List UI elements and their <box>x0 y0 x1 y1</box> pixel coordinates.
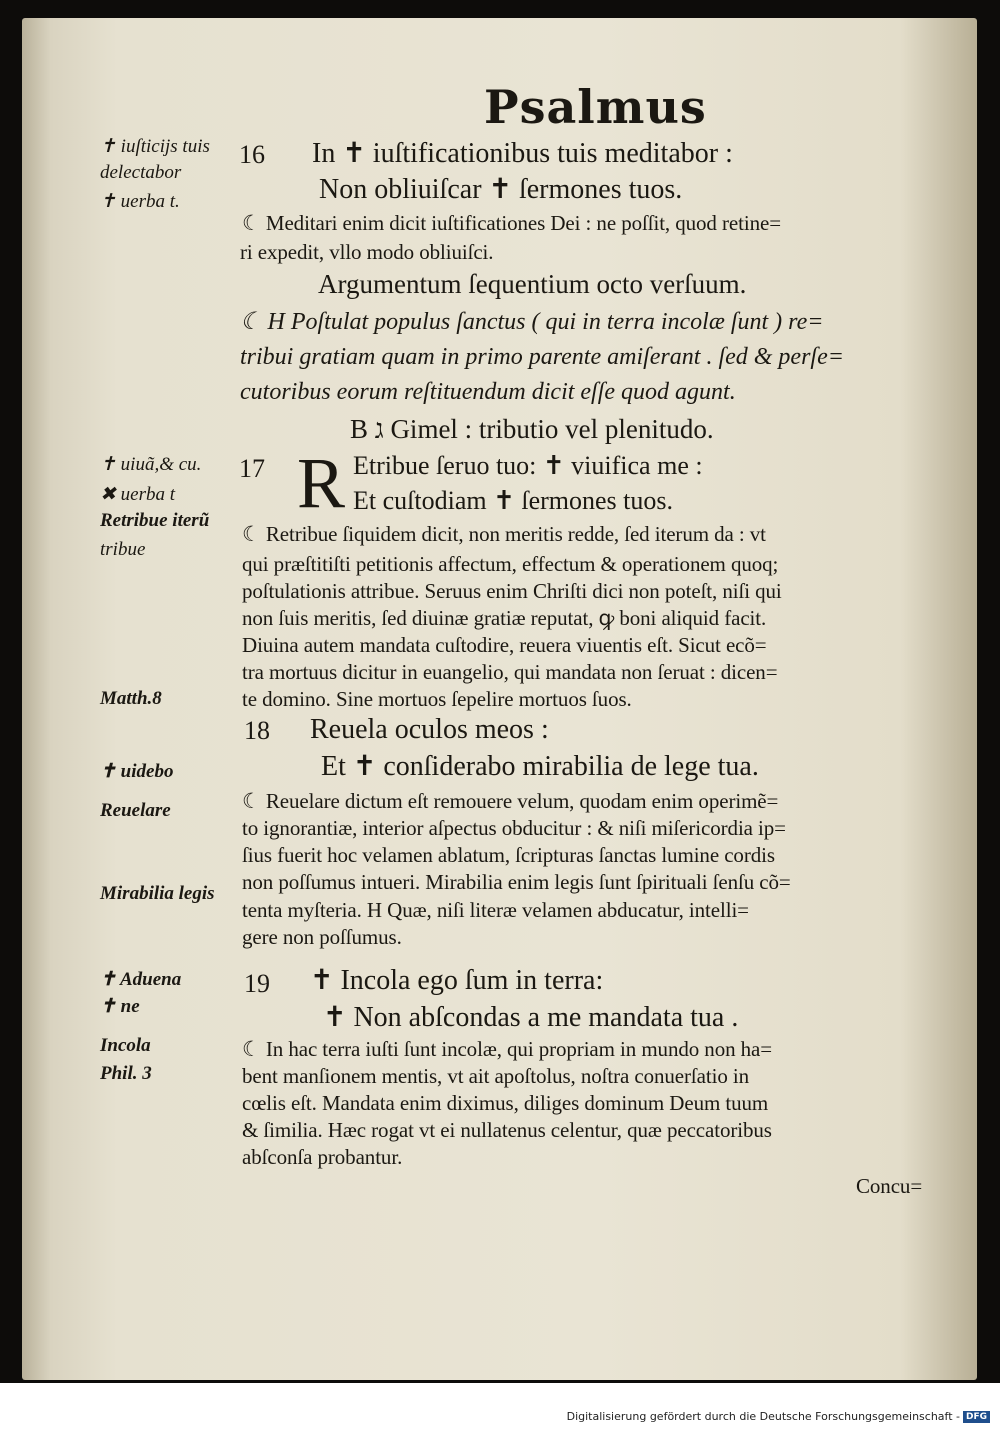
gloss-line: te domino. Sine mortuos ſepelire mortuos ſuos. <box>242 687 632 711</box>
verse-line: ✝ Non abſcondas a me mandata tua . <box>323 1002 739 1033</box>
gloss-line: abſconſa probantur. <box>242 1145 403 1169</box>
gloss-line: to ignorantiæ, interior aſpectus obducitur : & niſi miſericordia ip= <box>242 816 786 840</box>
margin-note: Retribue iterũ <box>100 510 210 531</box>
drop-capital: R <box>297 443 346 523</box>
verse-line: Reuela oculos meos : <box>310 714 549 745</box>
margin-note: ✝ ne <box>100 996 140 1017</box>
margin-note: Matth.8 <box>100 688 162 709</box>
margin-note: Mirabilia legis <box>100 883 215 904</box>
running-head: Psalmus <box>484 80 707 134</box>
margin-note: Phil. 3 <box>100 1063 152 1084</box>
margin-note: ✝ uidebo <box>100 761 174 782</box>
dfg-logo: DFG <box>963 1411 990 1423</box>
verse-number: 17 <box>239 454 265 483</box>
verse-line: Non obliuiſcar ✝ ſermones tuos. <box>319 174 683 205</box>
verse-line: Etribue ſeruo tuo: ✝ viuifica me : <box>353 451 703 480</box>
letter-heading: B ג Gimel : tributio vel plenitudo. <box>350 414 714 444</box>
digitization-footer <box>567 1410 990 1423</box>
verse-number: 16 <box>239 140 265 169</box>
argument-heading: Argumentum ſequentium octo verſuum. <box>318 269 747 299</box>
gloss-line: ☾ Reuelare dictum eſt remouere velum, quodam enim operimẽ= <box>242 789 779 813</box>
margin-note: ✝ uiuã,& cu. <box>100 454 202 475</box>
margin-note: delectabor <box>100 162 182 183</box>
gloss-line: ☾ Retribue ſiquidem dicit, non meritis redde, ſed iterum da : vt <box>242 522 766 546</box>
gloss-line: gere non poſſumus. <box>242 925 402 949</box>
gloss-line: non poſſumus intueri. Mirabilia enim legis ſunt ſpirituali ſenſu cõ= <box>242 870 791 894</box>
gloss-line: bent manſionem mentis, vt ait apoſtolus, noſtra conuerſatio in <box>242 1064 750 1088</box>
verse-line: Et ✝ conſiderabo mirabilia de lege tua. <box>321 751 759 782</box>
gloss-line: poſtulationis attribue. Seruus enim Chriſti dici non poteſt, niſi qui <box>242 579 782 603</box>
footer-text: Digitalisierung gefördert durch die Deutsche Forschungsgemeinschaft - <box>566 1410 960 1423</box>
margin-note: Incola <box>100 1035 151 1056</box>
margin-note: ✝ uerba t. <box>100 191 180 212</box>
gloss-line: cœlis eſt. Mandata enim diximus, diliges dominum Deum tuum <box>242 1091 769 1115</box>
argument-line: ☾ H Poſtulat populus ſanctus ( qui in terra incolæ ſunt ) re= <box>240 309 824 335</box>
gloss-line: ſius fuerit hoc velamen ablatum, ſcripturas ſanctas lumine cordis <box>242 843 775 867</box>
gloss-line: & ſimilia. Hæc rogat vt ei nullatenus celentur, quæ peccatoribus <box>242 1118 772 1142</box>
verse-number: 19 <box>244 969 270 998</box>
gloss-line: ri expedit, vllo modo obliuiſci. <box>240 240 494 264</box>
margin-note: Reuelare <box>100 800 171 821</box>
margin-note: ✖ uerba t <box>100 484 176 505</box>
catchword: Concu= <box>856 1174 923 1198</box>
gloss-line: tra mortuus dicitur in euangelio, qui mandata non ſeruat : dicen= <box>242 660 778 684</box>
argument-line: tribui gratiam quam in primo parente amiſerant . ſed & perſe= <box>240 344 844 370</box>
verse-line: ✝ Incola ego ſum in terra: <box>310 965 604 996</box>
gloss-line: ☾ In hac terra iuſti ſunt incolæ, qui propriam in mundo non ha= <box>242 1037 773 1061</box>
gloss-line: non ſuis meritis, ſed diuinæ gratiæ reputat, ꝙ boni aliquid facit. <box>242 606 767 630</box>
verse-line: Et cuſtodiam ✝ ſermones tuos. <box>353 486 674 515</box>
verse-number: 18 <box>244 716 270 745</box>
verse-line: In ✝ iuſtificationibus tuis meditabor : <box>312 138 733 169</box>
gloss-line: tenta myſteria. H Quæ, niſi literæ velamen abducatur, intelli= <box>242 898 749 922</box>
gloss-line: Diuina autem mandata cuſtodire, reuera viuentis eſt. Sicut ecõ= <box>242 633 767 657</box>
margin-note: tribue <box>100 539 146 560</box>
gloss-line: qui præſtitiſti petitionis affectum, effectum & operationem quoq; <box>242 552 779 576</box>
margin-note: ✝ Aduena <box>100 969 182 990</box>
gloss-line: ☾ Meditari enim dicit iuſtificationes Dei : ne poſſit, quod retine= <box>242 211 781 235</box>
argument-line: cutoribus eorum reſtituendum dicit eſſe quod agunt. <box>240 379 736 405</box>
margin-note: ✝ iuſticijs tuis <box>100 136 210 157</box>
